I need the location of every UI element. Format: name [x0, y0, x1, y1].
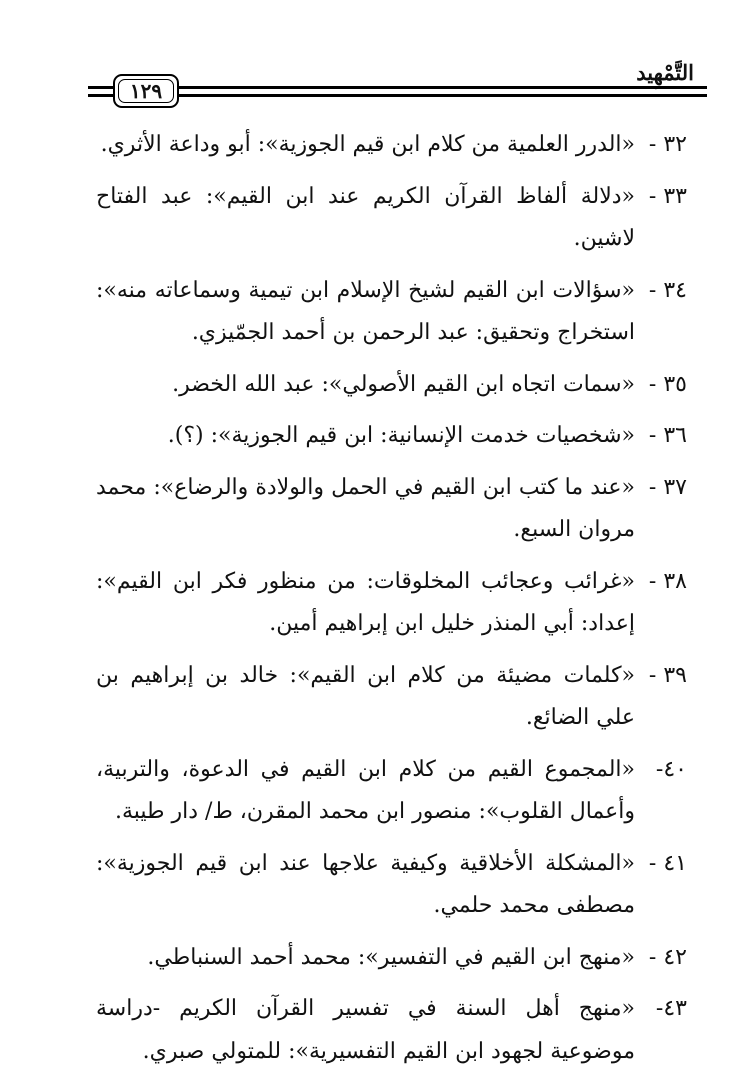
page-header: [0, 0, 741, 110]
item-text: «عند ما كتب ابن القيم في الحمل والولادة والرضاع»: محمد مروان السبع.: [96, 474, 635, 542]
item-text: «سمات اتجاه ابن القيم الأصولي»: عبد الله الخضر.: [172, 371, 635, 397]
list-item: [96, 415, 687, 458]
item-number: ٤٠-: [655, 756, 687, 782]
running-title: التَّمْهِيد: [636, 60, 694, 85]
item-text: «المجموع القيم من كلام ابن القيم في الدعوة، والتربية، وأعمال القلوب»: منصور ابن محمد المقرن، ط/ دار طيبة.: [96, 756, 635, 824]
item-number: ٣٣ -: [648, 183, 687, 209]
item-text: «المشكلة الأخلاقية وكيفية علاجها عند ابن قيم الجوزية»: مصطفى محمد حلمي.: [96, 850, 635, 918]
item-number: ٣٨ -: [648, 568, 687, 594]
page-number: ١٢٩: [129, 79, 163, 103]
list-item: [96, 467, 687, 552]
list-item: [96, 176, 687, 261]
page-number-frame: [113, 74, 179, 108]
item-number: ٣٧ -: [648, 474, 687, 500]
item-number: ٣٤ -: [648, 277, 687, 303]
item-text: «كلمات مضيئة من كلام ابن القيم»: خالد بن إبراهيم بن علي الضائع.: [96, 662, 635, 730]
list-item: [96, 988, 687, 1073]
item-number: ٣٩ -: [648, 662, 687, 688]
list-item: [96, 124, 687, 167]
item-text: «شخصيات خدمت الإنسانية: ابن قيم الجوزية»: (؟).: [167, 423, 635, 448]
item-number: ٤١ -: [648, 850, 687, 876]
item-number: ٤٢ -: [648, 944, 687, 970]
item-number: ٣٦ -: [648, 423, 687, 448]
list-item: [96, 270, 687, 355]
bibliography-list: [96, 124, 687, 1082]
item-number: ٣٢ -: [648, 132, 687, 157]
item-text: «سؤالات ابن القيم لشيخ الإسلام ابن تيمية وسماعاته منه»: استخراج وتحقيق: عبد الرحمن بن أحمد الجمّيزي.: [96, 277, 635, 345]
list-item: [96, 843, 687, 928]
item-text: «منهج أهل السنة في تفسير القرآن الكريم -دراسة موضوعية لجهود ابن القيم التفسيرية»: للمتولي صبري.: [96, 996, 635, 1064]
item-number: ٤٣-: [655, 996, 687, 1021]
item-text: «منهج ابن القيم في التفسير»: محمد أحمد السنباطي.: [147, 944, 635, 970]
list-item: [96, 364, 687, 407]
item-number: ٣٥ -: [648, 371, 687, 397]
list-item: [96, 561, 687, 646]
header-rule-bottom: [88, 94, 707, 97]
list-item: [96, 749, 687, 834]
list-item: [96, 655, 687, 740]
list-item: [96, 937, 687, 980]
header-rule-top: [88, 86, 707, 89]
item-text: «دلالة ألفاظ القرآن الكريم عند ابن القيم»: عبد الفتاح لاشين.: [96, 183, 635, 251]
item-text: «الدرر العلمية من كلام ابن قيم الجوزية»: أبو وداعة الأثري.: [100, 132, 635, 157]
item-text: «غرائب وعجائب المخلوقات: من منظور فكر ابن القيم»: إعداد: أبي المنذر خليل ابن إبراهيم أمين.: [96, 568, 635, 636]
